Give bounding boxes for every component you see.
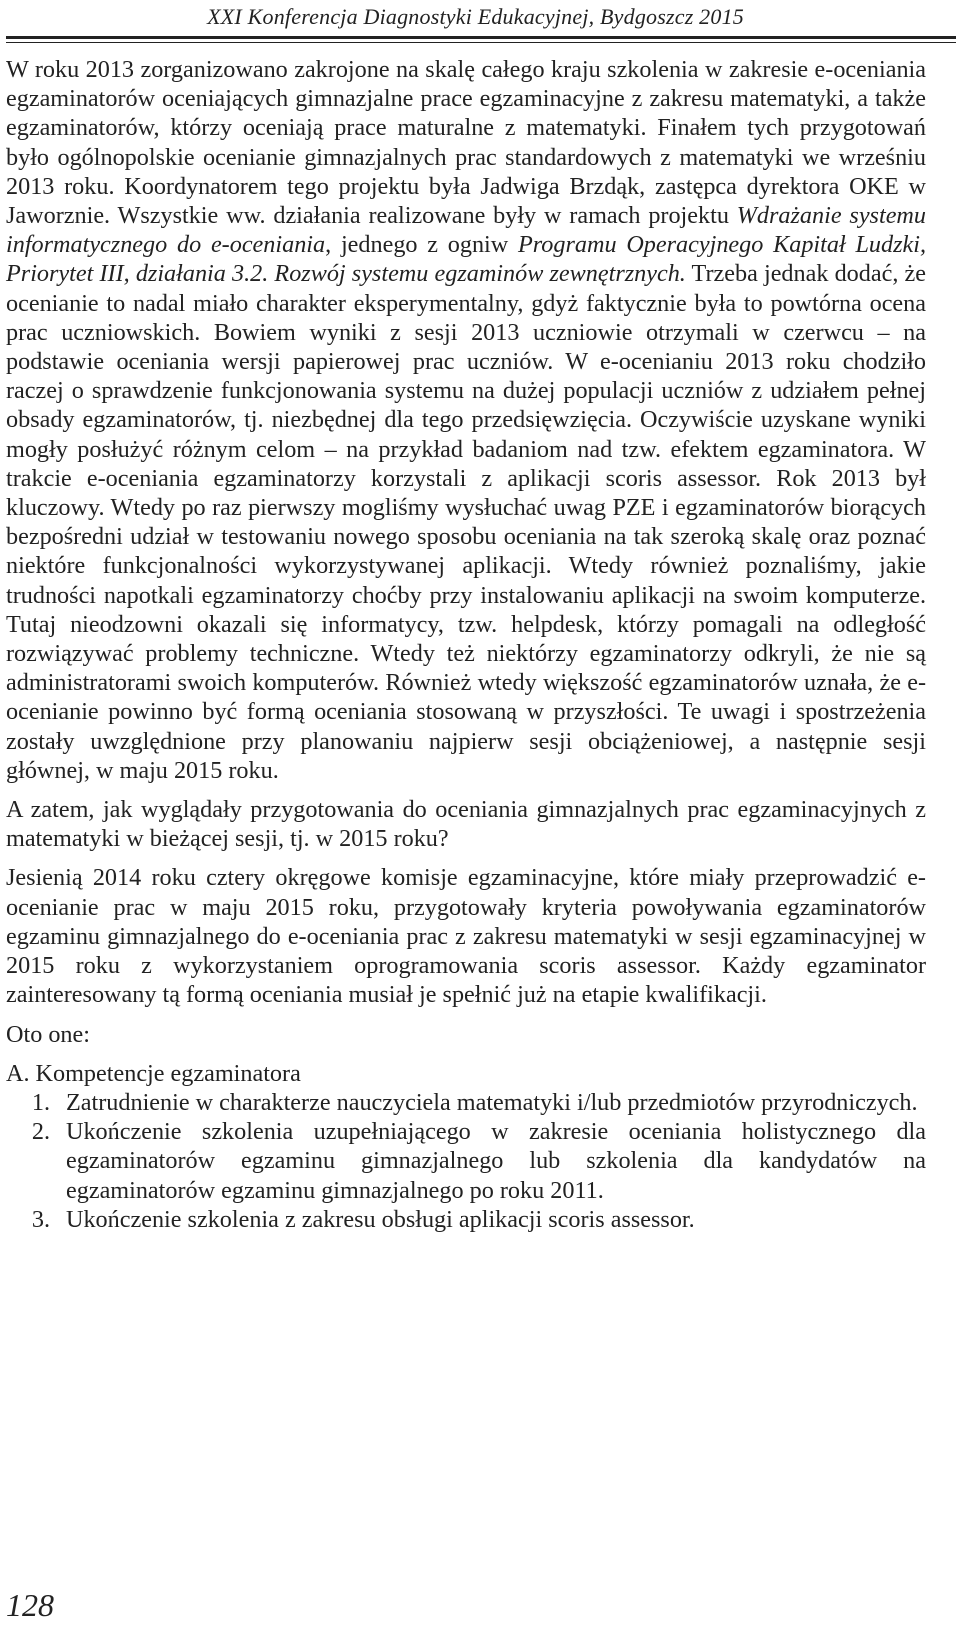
criteria-list [6,1088,926,1234]
section-heading-a: A. Kompetencje egzaminatora [6,1059,301,1087]
list-item-number: 2. [31,1118,50,1146]
header-rule-thin [6,42,956,43]
list-item-text: Zatrudnienie w charakterze nauczyciela matematyki i/lub przedmiotów przyrodniczych. [66,1088,918,1116]
body-text [6,55,926,1234]
page-number: 128 [6,1587,54,1623]
list-item [6,1205,926,1234]
list-item-number: 1. [31,1088,50,1116]
paragraph-1-italic-1: Wdrażanie systemu informatycznego do e-oceniania [6,202,926,259]
list-item [6,1088,926,1117]
paragraph-1-italic-2: Programu Operacyjnego Kapitał Ludzki, Priorytet III, działania 3.2. Rozwój systemu egzaminów zewnętrznych. [6,231,926,288]
list-item-text: Ukończenie szkolenia z zakresu obsługi aplikacji scoris assessor. [66,1205,695,1233]
list-item-number: 3. [31,1205,50,1233]
running-header [0,0,960,42]
running-title: XXI Konferencja Diagnostyki Edukacyjnej, Bydgoszcz 2015 [207,4,744,29]
paragraph-2: A zatem, jak wyglądały przygotowania do oceniania gimnazjalnych prac egzaminacyjnych z matematyki w bieżącej sesji, tj. w 2015 roku? [6,796,926,853]
paragraph-4: Oto one: [6,1020,90,1048]
paragraph-1 [6,55,926,785]
paragraph-3: Jesienią 2014 roku cztery okręgowe komisje egzaminacyjne, które miały przeprowadzić e-ocenianie prac w maju 2015 roku, przygotowały kryteria powoływania egzaminatorów egzaminu gimnazjalnego do e-oceniania prac z zakresu matematyki w sesji egzaminacyjnej w 2015 roku z wykorzystaniem oprogramowania scoris assessor. Każdy egzaminator zainteresowany tą formą oceniania musiał je spełnić już na etapie kwalifikacji. [6,864,926,1009]
header-rule-thick [6,36,956,39]
paragraph-1-part-1: W roku 2013 zorganizowano zakrojone na skalę całego kraju szkolenia w zakresie e-oceniania egzaminatorów oceniających gimnazjalne prace egzaminacyjne z zakresu matematyki, a także egzaminatorów, którzy oceniają prace maturalne z matematyki. Finałem tych przygotowań było ogólnopolskie ocenianie gimnazjalnych prac standardowych z matematyki we wrześniu 2013 roku. Koordynatorem tego projektu była Jadwiga Brzdąk, zastępca dyrektora OKE w Jaworznie. Wszystkie ww. działania realizowane były w ramach projektu [6,56,926,230]
paragraph-1-part-2: , jednego z ogniw [325,231,519,259]
paragraph-1-part-3: Trzeba jednak dodać, że ocenianie to nadal miało charakter eksperymentalny, gdyż faktycznie była to powtórna ocena prac uczniowskich. Bowiem wyniki z sesji 2013 uczniowie otrzymali w czerwcu – na podstawie oceniania wersji papierowej prac uczniów. W e-ocenianiu 2013 roku chodziło raczej o sprawdzenie funkcjonowania systemu na dużej populacji uczniów z udziałem pełnej obsady egzaminatorów, tj. niezbędnej dla tego przedsięwzięcia. Oczywiście uzyskane wyniki mogły posłużyć różnym celom – na przykład badaniom nad tzw. efektem egzaminatora. W trakcie e-oceniania egzaminatorzy korzystali z aplikacji scoris assessor. Rok 2013 był kluczowy. Wtedy po raz pierwszy mogliśmy wysłuchać uwag PZE i egzaminatorów biorących bezpośredni udział w testowaniu nowego sposobu oceniania na tak szeroką skalę oraz poznać niektóre funkcjonalności wykorzystywanej aplikacji. Wtedy również poznaliśmy, jakie trudności napotkali egzaminatorzy choćby przy instalowaniu aplikacji na swoim komputerze. Tutaj nieodzowni okazali się informatycy, tzw. helpdesk, którzy pomagali na odległość rozwiązywać problemy techniczne. Wtedy też niektórzy egzaminatorzy odkryli, że nie są administratorami swoich komputerów. Również wtedy większość egzaminatorów uznała, że e-ocenianie powinno być formą oceniania stosowaną w przyszłości. Te uwagi i spostrzeżenia zostały uwzględnione przy planowaniu najpierw sesji obciążeniowej, a następnie sesji głównej, w maju 2015 roku. [6,260,927,784]
list-item-text: Ukończenie szkolenia uzupełniającego w zakresie oceniania holistycznego dla egzaminatorów egzaminu gimnazjalnego lub szkolenia dla kandydatów na egzaminatorów egzaminu gimnazjalnego po roku 2011. [66,1118,926,1204]
list-item [6,1117,926,1205]
